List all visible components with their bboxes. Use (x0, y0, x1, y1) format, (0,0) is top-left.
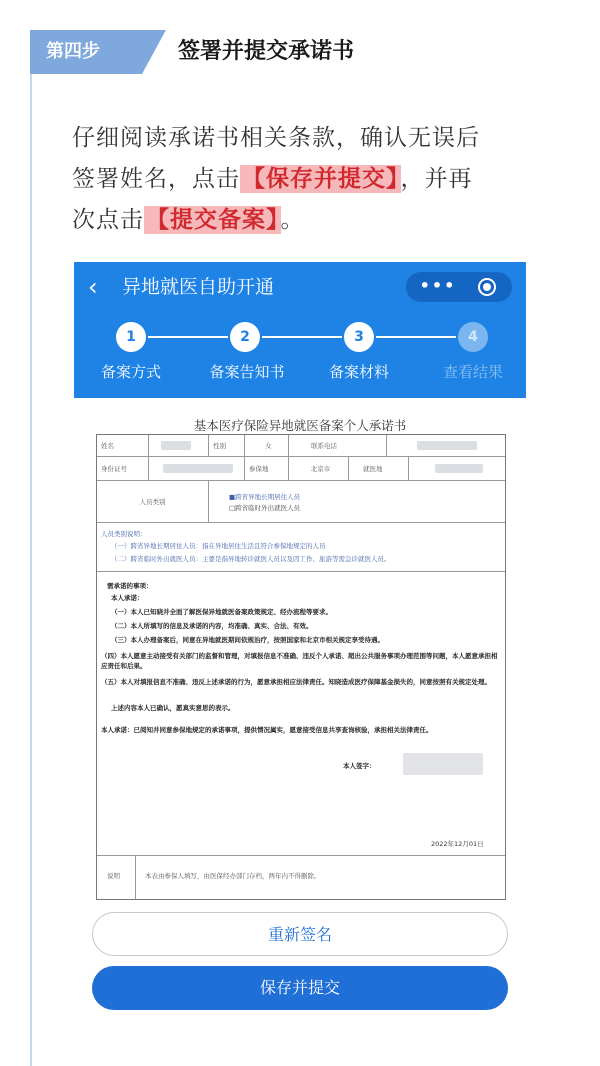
sign-date: 2022年12月01日 (431, 840, 484, 848)
info-row (97, 435, 505, 457)
confirm-text: 上述内容本人已确认，愿真实意思的表示。 (111, 704, 235, 712)
self-promise: 本人承诺： (111, 594, 144, 602)
resign-button[interactable]: 重新签名 (92, 912, 508, 956)
step-title: 签署并提交承诺书 (178, 39, 355, 64)
instruction-line-2: 签署姓名，点击【保存并提交】，并再 (72, 166, 473, 192)
insured-place-label: 参保地 (245, 457, 289, 480)
step-connector (376, 336, 456, 338)
highlight-submit-filing: 【提交备案】 (146, 207, 279, 233)
id-value (149, 457, 245, 480)
insured-place-value: 北京市 (289, 457, 349, 480)
self-promise-2: 本人承诺：已阅知并同意参保地规定的承诺事项，提供情况属实，愿意接受信息共享查询核验，承担相关法律责任。 (101, 726, 433, 734)
step-connector (148, 336, 228, 338)
info-row (97, 457, 505, 481)
person-type-option-temporary: □跨省临时外出就医人员 (229, 504, 301, 512)
phone-value (387, 435, 505, 456)
note-label: 说明 (107, 872, 120, 880)
step-tag: 第四步 (30, 30, 142, 74)
person-type-label: 人员类别 (97, 481, 209, 522)
close-target-icon[interactable] (478, 278, 496, 296)
app-header (74, 262, 526, 398)
note-text: 本表由参保人填写，由医保经办部门存档，两年内不得删除。 (145, 872, 321, 880)
id-label: 身份证号 (97, 457, 149, 480)
gender-value: 女 (245, 435, 289, 456)
signature-label: 本人签字： (343, 762, 376, 770)
mini-program-capsule (406, 272, 512, 302)
highlight-save-submit: 【保存并提交】 (242, 166, 399, 192)
promise-item-2: （二）本人所填写的信息及承诺的内容，均准确、真实、合法、有效。 (111, 622, 313, 630)
step-2-label: 备案告知书 (209, 363, 285, 381)
app-title: 异地就医自助开通 (122, 276, 275, 298)
step-4-circle: 4 (458, 322, 488, 352)
instruction-line-3: 次点击【提交备案】。 (72, 207, 305, 233)
step-2-circle: 2 (230, 322, 260, 352)
phone-label: 联系电话 (289, 435, 387, 456)
step-4-label: 查看结果 (442, 363, 503, 381)
step-1-label: 备案方式 (100, 363, 161, 381)
promise-item-4: （四）本人愿意主动接受有关部门的监督和管理，对填报信息不准确、违反个人承诺、超出公共服务事项办理范围等问题，本人愿意承担相应责任和后果。 (101, 652, 498, 670)
instruction-line-1: 仔细阅读承诺书相关条款，确认无误后 (72, 125, 480, 151)
step-connector (262, 336, 342, 338)
person-type-option-long-term: ■跨省异地长期居住人员 (229, 493, 301, 501)
medical-place-label: 就医地 (349, 457, 409, 480)
step-tag-slant (142, 30, 166, 74)
document-title: 基本医疗保险异地就医备案个人承诺书 (193, 418, 407, 433)
more-icon[interactable]: ••• (419, 276, 457, 295)
desc-item-2: （二）跨省临时外出就医人员：主要是指异地转诊就医人员以及因工作、旅游等需急诊就医人员。 (111, 555, 391, 563)
document-frame (96, 434, 506, 900)
promise-item-1: （一）本人已知晓并全面了解医保异地就医备案政策规定、经办流程等要求。 (111, 608, 332, 616)
name-label: 姓名 (97, 435, 149, 456)
signature-image (403, 753, 483, 775)
gender-label: 性别 (209, 435, 245, 456)
step-3-circle: 3 (344, 322, 374, 352)
name-value (149, 435, 209, 456)
promise-item-3: （三）本人办理备案后，同意在异地就医期间依规治疗，按照国家和北京市相关规定享受待遇。 (111, 636, 384, 644)
step-1-circle: 1 (116, 322, 146, 352)
chevron-left-icon[interactable]: ‹ (88, 273, 98, 301)
step-3-label: 备案材料 (328, 363, 389, 381)
medical-place-value (409, 457, 505, 480)
instruction-text (72, 118, 542, 241)
desc-title: 人员类别说明： (101, 530, 147, 538)
save-submit-button[interactable]: 保存并提交 (92, 966, 508, 1010)
phone-screenshot (74, 262, 526, 1022)
step-header (30, 30, 590, 74)
person-type-row (97, 481, 505, 523)
left-rule (30, 74, 32, 1066)
commitment-document (88, 412, 512, 902)
matters-title: 需承诺的事项： (107, 582, 153, 590)
desc-item-1: （一）跨省异地长期居住人员：指在异地居住生活且符合参保地规定的人员 (111, 542, 326, 550)
promise-item-5: （五）本人对填报信息不准确、违反上述承诺的行为，愿意承担相应法律责任。知晓造成医疗保障基金损失的，同意按照有关规定处理。 (101, 678, 491, 686)
